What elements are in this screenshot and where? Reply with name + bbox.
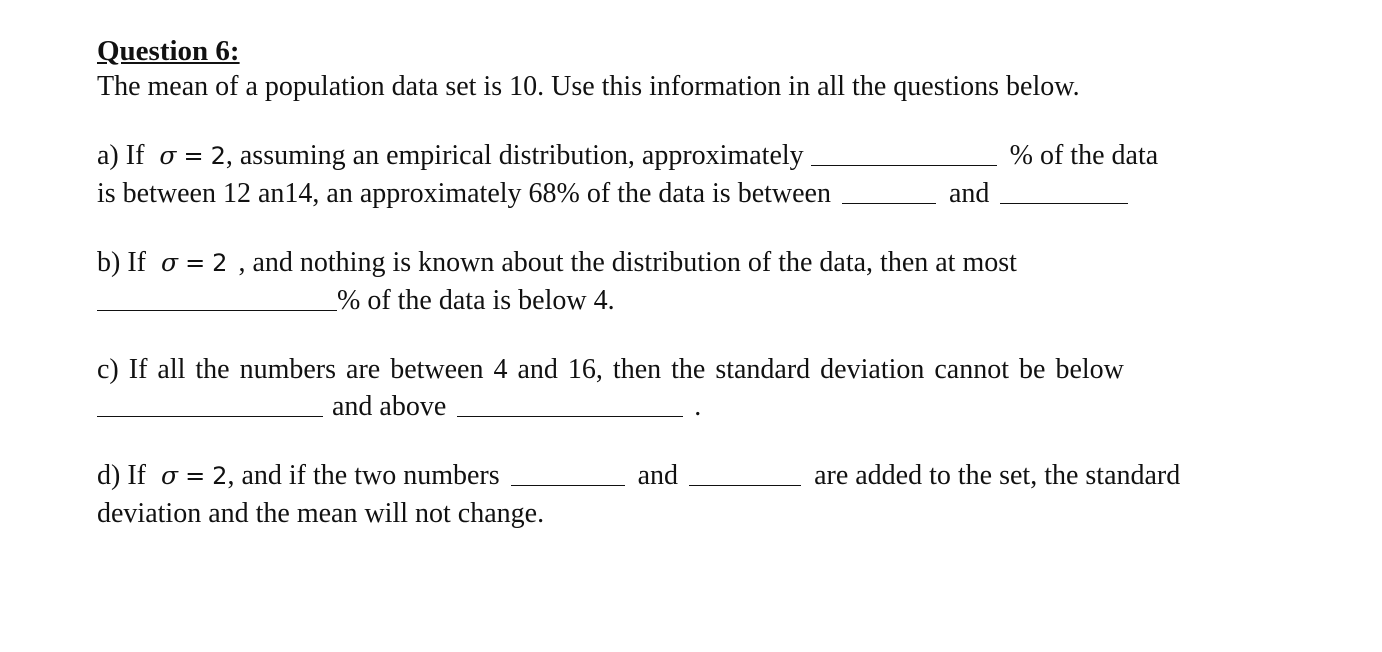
part-c-text-1: c) If all the numbers are between 4 and 16, then the standard deviation cannot be below — [97, 354, 1124, 385]
question-title: Question 6: — [97, 35, 240, 67]
part-c-line-1 — [97, 351, 1307, 388]
part-a-line-1 — [97, 137, 1312, 175]
part-d-prefix: d) If — [97, 460, 146, 491]
part-a-text-2: % of the data — [1009, 140, 1159, 171]
part-c-line-2 — [97, 388, 1312, 425]
part-d-text-2: and — [637, 460, 679, 491]
part-a-blank-lower[interactable] — [842, 177, 936, 204]
part-a-value: 2 — [210, 142, 226, 170]
part-d-blank-first[interactable] — [511, 459, 625, 486]
part-c-blank-above[interactable] — [457, 390, 683, 417]
question-document — [97, 34, 1312, 564]
part-d-blank-second[interactable] — [689, 459, 801, 486]
part-b-line-2 — [97, 282, 1312, 319]
part-a-prefix: a) If — [97, 140, 145, 171]
part-b-text-1: , and nothing is known about the distribution of the data, then at most — [238, 247, 1017, 278]
part-c — [97, 351, 1312, 425]
part-d-sigma: σ — [160, 461, 179, 490]
part-b-text-2: % of the data is below 4. — [337, 285, 615, 316]
part-c-blank-below[interactable] — [97, 390, 323, 417]
question-intro: The mean of a population data set is 10. Use this information in all the questions below. — [97, 71, 1080, 102]
part-c-text-2: and above — [332, 391, 447, 422]
part-a-blank-percent[interactable] — [811, 139, 997, 166]
part-a — [97, 137, 1312, 212]
part-b-equals: = — [185, 249, 206, 277]
part-d — [97, 457, 1312, 532]
part-d-text-4: deviation and the mean will not change. — [97, 498, 545, 529]
part-d-value: 2 — [212, 462, 228, 490]
part-d-line-1 — [97, 457, 1312, 495]
part-a-sigma: σ — [159, 141, 177, 170]
part-d-line-2 — [97, 495, 1312, 532]
part-d-equals: = — [185, 462, 206, 490]
part-a-blank-upper[interactable] — [1000, 177, 1128, 204]
part-b-line-1 — [97, 244, 1312, 282]
part-b-sigma: σ — [160, 248, 179, 277]
part-b-blank-percent[interactable] — [97, 284, 337, 311]
part-d-text-1: , and if the two numbers — [227, 460, 500, 491]
part-b-prefix: b) If — [97, 247, 146, 278]
part-b — [97, 244, 1312, 319]
part-a-text-3: is between 12 an14, an approximately 68% of the data is between — [97, 178, 831, 209]
part-c-period: . — [694, 391, 702, 422]
part-b-value: 2 — [212, 249, 228, 277]
part-a-text-4: and — [949, 178, 990, 209]
part-a-equals: = — [183, 142, 204, 170]
part-a-line-2 — [97, 175, 1312, 212]
part-a-text-1: , assuming an empirical distribution, approximately — [225, 140, 804, 171]
part-d-text-3: are added to the set, the standard — [814, 460, 1181, 491]
